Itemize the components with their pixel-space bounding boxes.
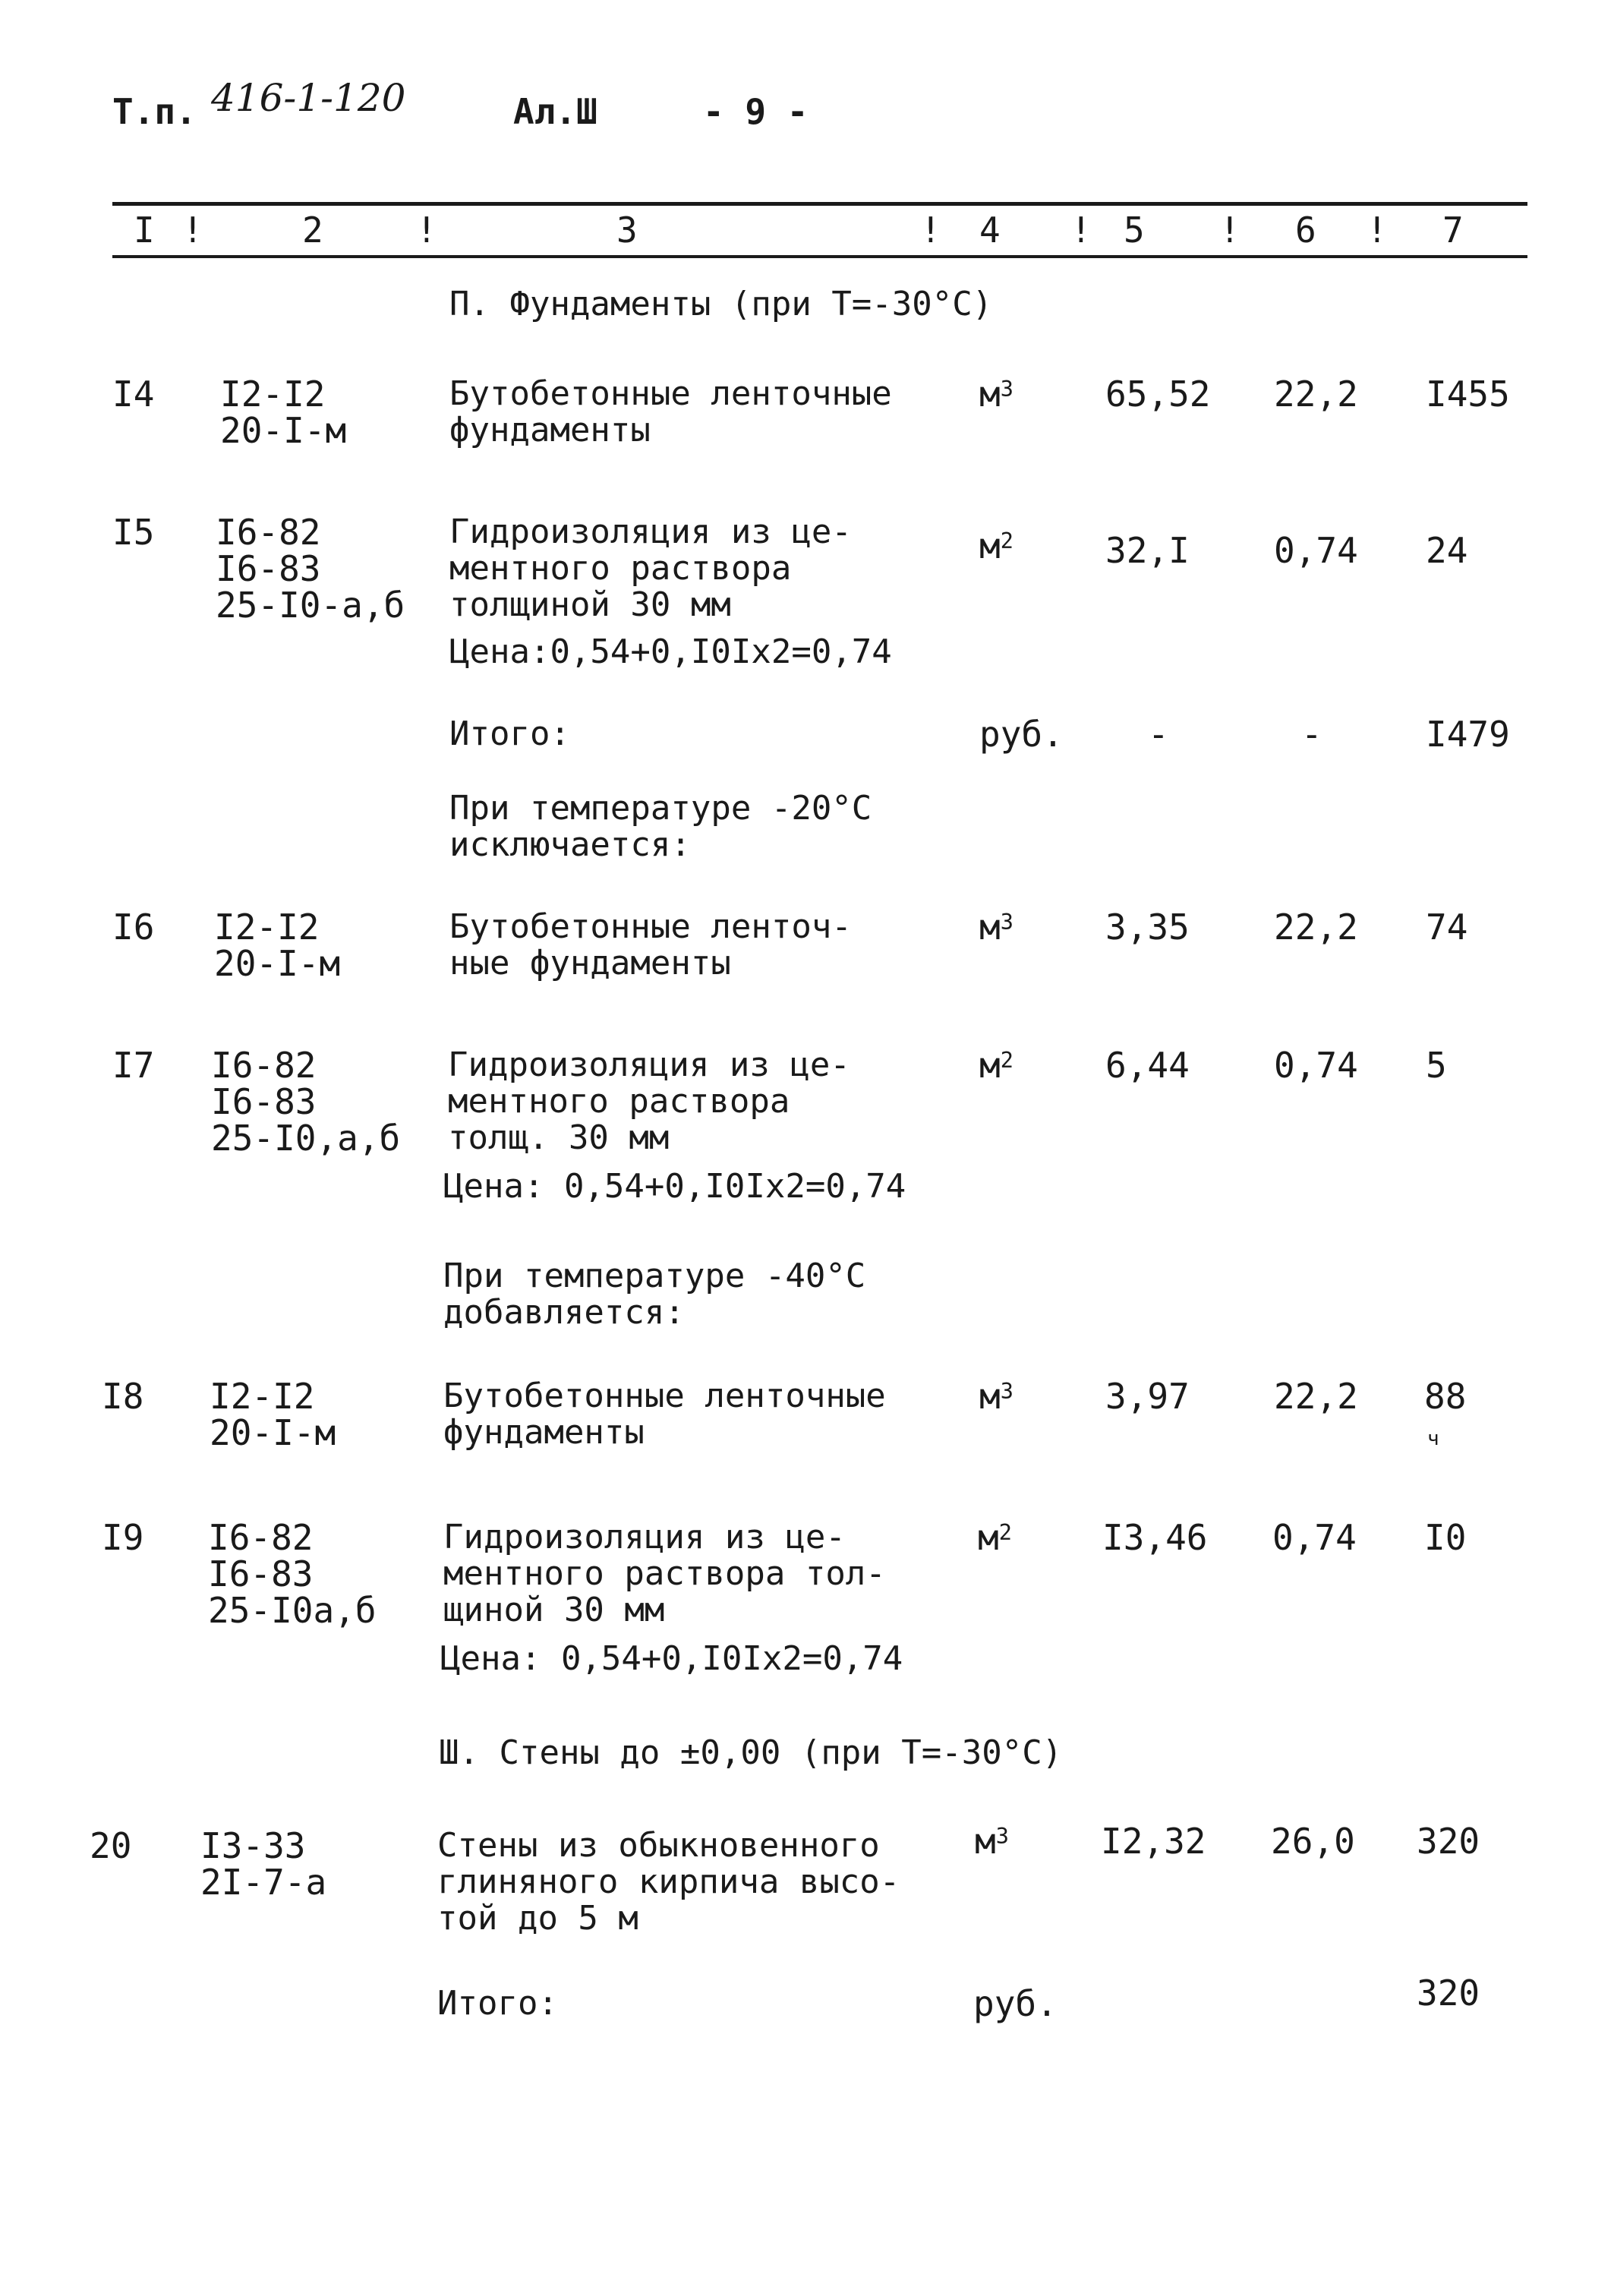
col-header-6: 6 — [1295, 210, 1316, 251]
quantity: 3,35 — [1105, 907, 1190, 948]
norm-code: I6-82 — [208, 1517, 314, 1558]
quantity: 32,I — [1105, 530, 1190, 571]
norm-code: I6-83 — [216, 548, 321, 589]
norm-code: 25-I0-а,б — [216, 585, 405, 626]
work-description: ментного раствора тол- — [443, 1554, 886, 1593]
col-separator: ! — [1367, 210, 1388, 251]
col-separator: ! — [1219, 210, 1240, 251]
col-header-4: 4 — [979, 210, 1001, 251]
work-description: ментного раствора — [448, 1082, 790, 1121]
norm-code: I2-I2 — [214, 907, 320, 948]
total-cost: 88 — [1424, 1376, 1467, 1417]
norm-code: I2-I2 — [220, 374, 326, 415]
norm-code: 20-I-м — [220, 410, 347, 451]
temperature-note: При температуре -20°С — [449, 789, 872, 828]
handwritten-mark: ч — [1427, 1427, 1439, 1450]
total-label: Итого: — [437, 1984, 558, 2023]
row-number: 20 — [90, 1825, 132, 1866]
section-title: Ш. Стены до ±0,00 (при Т=-30°С) — [439, 1733, 1063, 1772]
work-description: Стены из обыкновенного — [437, 1826, 880, 1865]
work-description: Гидроизоляция из це- — [448, 1046, 850, 1084]
row-number: I4 — [112, 374, 155, 415]
total-cost: 320 — [1417, 1821, 1480, 1862]
table-header-rule — [112, 255, 1527, 258]
total-cost: I0 — [1424, 1517, 1467, 1558]
unit-price: 22,2 — [1274, 907, 1358, 948]
unit: $м^2$ — [979, 1045, 1013, 1086]
total-cost: 5 — [1426, 1045, 1447, 1086]
total-label: Итого: — [449, 714, 570, 753]
col-header-3: 3 — [616, 210, 638, 251]
project-code-handwritten: 416-1-120 — [211, 76, 406, 120]
quantity: 65,52 — [1105, 374, 1211, 415]
col-header-2: 2 — [302, 210, 323, 251]
norm-code: I6-82 — [216, 512, 321, 553]
norm-code: 2I-7-а — [200, 1862, 327, 1903]
price-calculation: Цена:0,54+0,I0Iх2=0,74 — [449, 632, 892, 671]
row-number: I8 — [102, 1376, 144, 1417]
unit-price: 26,0 — [1271, 1821, 1355, 1862]
quantity: 6,44 — [1105, 1045, 1190, 1086]
temperature-note: исключается: — [449, 825, 691, 864]
norm-code: 20-I-м — [210, 1412, 336, 1453]
temperature-note: добавляется: — [443, 1293, 685, 1332]
total-cost: 24 — [1426, 530, 1468, 571]
price-calculation: Цена: 0,54+0,I0Iх2=0,74 — [440, 1639, 903, 1678]
quantity: 3,97 — [1105, 1376, 1190, 1417]
work-description: Гидроизоляция из це- — [449, 512, 852, 551]
doc-prefix: Т.п. — [112, 91, 197, 132]
quantity: I2,32 — [1101, 1821, 1206, 1862]
page-number: - 9 - — [703, 91, 809, 132]
col-separator: ! — [1070, 210, 1092, 251]
norm-code: 20-I-м — [214, 943, 341, 984]
unit: $м^3$ — [979, 907, 1013, 948]
col-separator: ! — [920, 210, 941, 251]
norm-code: 25-I0,а,б — [211, 1118, 401, 1159]
unit: руб. — [979, 714, 1064, 755]
table-top-rule — [112, 202, 1527, 206]
work-description: ментного раствора — [449, 549, 792, 588]
section-title: П. Фундаменты (при Т=-30°С) — [449, 285, 993, 323]
work-description: ные фундаменты — [449, 944, 731, 982]
work-description: щиной 30 мм — [443, 1591, 665, 1629]
row-number: I7 — [112, 1045, 155, 1086]
norm-code: I2-I2 — [210, 1376, 315, 1417]
row-number: I9 — [102, 1517, 144, 1558]
work-description: глиняного кирпича высо- — [437, 1862, 900, 1901]
temperature-note: При температуре -40°С — [443, 1257, 866, 1295]
price-calculation: Цена: 0,54+0,I0Iх2=0,74 — [443, 1167, 906, 1206]
quantity: - — [1148, 714, 1169, 755]
unit-price: 0,74 — [1274, 1045, 1358, 1086]
col-header-7: 7 — [1442, 210, 1464, 251]
work-description: Бутобетонные ленточные — [449, 374, 892, 413]
total-cost: 320 — [1417, 1973, 1480, 2014]
work-description: Бутобетонные ленточные — [443, 1377, 886, 1415]
norm-code: I6-83 — [208, 1553, 314, 1594]
col-separator: ! — [182, 210, 203, 251]
unit-price: 0,74 — [1272, 1517, 1357, 1558]
work-description: той до 5 м — [437, 1899, 638, 1938]
unit: $м^3$ — [975, 1821, 1009, 1862]
work-description: толщ. 30 мм — [448, 1118, 670, 1157]
unit-price: 0,74 — [1274, 530, 1358, 571]
unit: $м^3$ — [979, 1376, 1013, 1417]
unit: $м^2$ — [979, 525, 1013, 566]
row-number: I5 — [112, 512, 155, 553]
work-description: Гидроизоляция из це- — [443, 1518, 846, 1556]
unit: $м^2$ — [978, 1517, 1012, 1558]
col-header-5: 5 — [1124, 210, 1145, 251]
norm-code: I3-33 — [200, 1825, 306, 1866]
col-separator: ! — [416, 210, 437, 251]
work-description: фундаменты — [449, 411, 651, 449]
total-cost: I455 — [1426, 374, 1510, 415]
unit-price: 22,2 — [1274, 1376, 1358, 1417]
work-description: толщиной 30 мм — [449, 585, 731, 624]
work-description: фундаменты — [443, 1413, 645, 1452]
unit-price: - — [1301, 714, 1322, 755]
album-number: Ал.Ш — [513, 91, 597, 132]
quantity: I3,46 — [1102, 1517, 1208, 1558]
row-number: I6 — [112, 907, 155, 948]
norm-code: I6-82 — [211, 1045, 317, 1086]
unit: $м^3$ — [979, 374, 1013, 415]
unit-price: 22,2 — [1274, 374, 1358, 415]
unit: руб. — [973, 1983, 1058, 2024]
norm-code: 25-I0а,б — [208, 1590, 377, 1631]
total-cost: 74 — [1426, 907, 1468, 948]
norm-code: I6-83 — [211, 1081, 317, 1122]
work-description: Бутобетонные ленточ- — [449, 907, 852, 946]
col-header-1: I — [134, 210, 155, 251]
total-cost: I479 — [1426, 714, 1510, 755]
